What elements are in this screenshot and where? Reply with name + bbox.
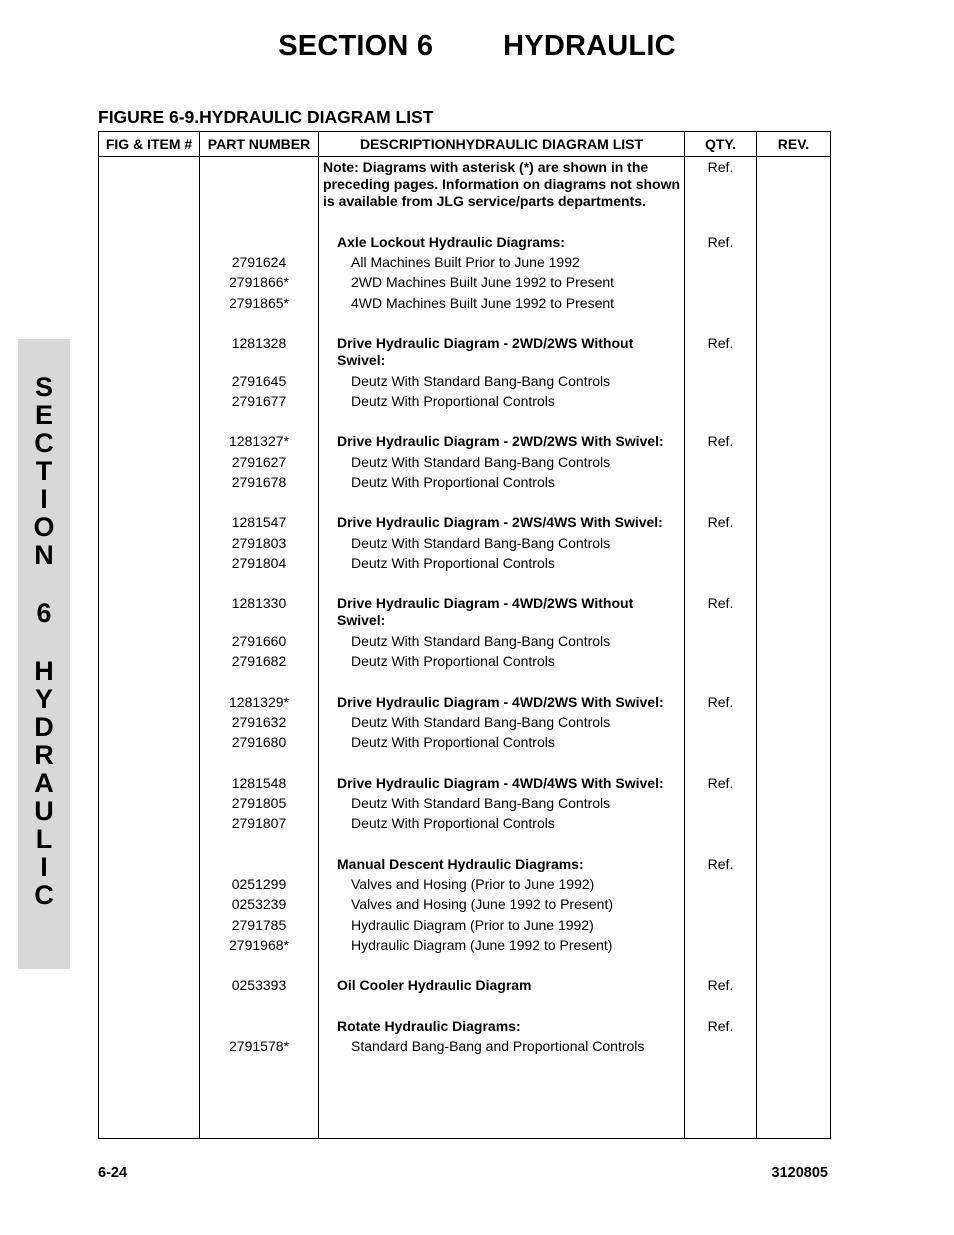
side-tab-letter: U xyxy=(34,796,54,826)
qty-cell xyxy=(685,896,756,917)
description-item: Deutz With Standard Bang-Bang Controls xyxy=(351,454,611,470)
side-tab-letter: T xyxy=(35,456,53,486)
page-number: 6-24 xyxy=(98,1165,128,1181)
part-number-cell: 2791803 xyxy=(231,535,287,551)
description-item: Hydraulic Diagram (June 1992 to Present) xyxy=(351,937,613,953)
rev-column xyxy=(757,157,831,1139)
part-number-column xyxy=(200,157,319,1139)
col-header-desc: DESCRIPTIONHYDRAULIC DIAGRAM LIST xyxy=(319,132,685,157)
qty-cell: Ref. xyxy=(707,595,734,611)
col-header-rev: REV. xyxy=(757,132,831,157)
side-tab-letter: A xyxy=(34,768,54,798)
description-item: Deutz With Proportional Controls xyxy=(351,555,555,571)
part-number-cell: 2791645 xyxy=(231,373,287,389)
section-title: HYDRAULIC xyxy=(503,30,676,62)
part-number-cell: 2791624 xyxy=(231,254,287,270)
description-item: Standard Bang-Bang and Proportional Controls xyxy=(351,1038,645,1054)
group-heading: Axle Lockout Hydraulic Diagrams: xyxy=(337,234,565,250)
group-heading: Drive Hydraulic Diagram - 2WD/2WS With Swivel: xyxy=(337,433,664,449)
description-item: Valves and Hosing (June 1992 to Present) xyxy=(351,896,614,912)
group-heading: Oil Cooler Hydraulic Diagram xyxy=(337,977,532,993)
qty-cell xyxy=(685,714,756,734)
qty-cell xyxy=(685,535,756,555)
qty-cell: Ref. xyxy=(707,514,734,530)
side-tab-letter: E xyxy=(34,400,53,430)
qty-cell xyxy=(685,254,756,274)
side-tab-letter xyxy=(18,627,70,657)
side-tab-letters xyxy=(18,373,70,909)
description-item: 4WD Machines Built June 1992 to Present xyxy=(351,295,615,311)
qty-cell xyxy=(685,876,756,896)
part-number-cell: 2791678 xyxy=(231,474,287,490)
side-tab-letter: I xyxy=(40,852,48,882)
group-heading: Drive Hydraulic Diagram - 4WD/4WS With Swivel: xyxy=(337,775,664,791)
part-number-cell: 2791682 xyxy=(231,653,287,669)
group-heading: Rotate Hydraulic Diagrams: xyxy=(337,1018,521,1034)
description-column xyxy=(319,157,685,1139)
part-number-cell: 1281328 xyxy=(231,335,287,351)
part-number-cell: 2791866* xyxy=(229,274,289,290)
side-tab-letter: S xyxy=(34,372,53,402)
section-label: SECTION 6 xyxy=(278,30,434,62)
parts-table xyxy=(98,131,831,1139)
part-number-cell xyxy=(200,234,318,254)
description-item: Deutz With Proportional Controls xyxy=(351,815,555,831)
qty-cell xyxy=(685,555,756,595)
group-heading: Manual Descent Hydraulic Diagrams: xyxy=(337,856,584,872)
side-tab-letter: D xyxy=(34,712,54,742)
qty-cell xyxy=(685,815,756,856)
page-header xyxy=(0,30,954,63)
figure-title: FIGURE 6-9.HYDRAULIC DIAGRAM LIST xyxy=(98,107,434,127)
description-item: Deutz With Proportional Controls xyxy=(351,393,555,409)
part-number-cell: 2791660 xyxy=(231,633,287,649)
qty-cell xyxy=(685,373,756,393)
qty-cell xyxy=(685,734,756,775)
group-heading: Drive Hydraulic Diagram - 4WD/2WS With Swivel: xyxy=(337,694,664,710)
qty-cell xyxy=(685,917,756,937)
qty-cell xyxy=(685,795,756,815)
qty-cell xyxy=(685,653,756,694)
side-tab-letter xyxy=(18,569,70,599)
part-number-cell xyxy=(200,856,318,876)
part-number-cell: 0251299 xyxy=(231,876,287,892)
part-number-cell: 2791968* xyxy=(229,937,289,953)
group-heading: Drive Hydraulic Diagram - 2WD/2WS Without Swivel: xyxy=(337,335,634,368)
group-heading: Drive Hydraulic Diagram - 4WD/2WS Without Swivel: xyxy=(337,595,634,628)
section-side-tab xyxy=(18,339,70,969)
fig-column xyxy=(99,157,200,1139)
part-number-cell: 0253239 xyxy=(231,896,287,912)
part-number-cell: 2791677 xyxy=(231,393,287,409)
description-item: Deutz With Standard Bang-Bang Controls xyxy=(351,714,611,730)
side-tab-letter: I xyxy=(40,484,48,514)
qty-cell xyxy=(685,937,756,977)
qty-cell xyxy=(685,633,756,653)
qty-cell: Ref. xyxy=(707,234,734,250)
description-item: 2WD Machines Built June 1992 to Present xyxy=(351,274,615,290)
side-tab-letter: C xyxy=(34,428,54,458)
part-number-cell: 1281330 xyxy=(231,595,287,611)
description-item: Deutz With Proportional Controls xyxy=(351,734,555,750)
qty-cell: Ref. xyxy=(707,159,734,175)
document-number: 3120805 xyxy=(771,1165,828,1181)
col-header-part: PART NUMBER xyxy=(200,132,319,157)
part-number-cell xyxy=(200,159,318,234)
group-heading: Drive Hydraulic Diagram - 2WS/4WS With Swivel: xyxy=(337,514,663,530)
part-number-cell: 2791804 xyxy=(231,555,287,571)
qty-cell xyxy=(685,454,756,474)
qty-cell xyxy=(685,474,756,514)
side-tab-letter: O xyxy=(33,512,55,542)
qty-cell: Ref. xyxy=(707,856,734,872)
part-number-cell: 2791807 xyxy=(231,815,287,831)
side-tab-letter: 6 xyxy=(36,598,52,628)
description-item: Deutz With Standard Bang-Bang Controls xyxy=(351,535,611,551)
qty-cell: Ref. xyxy=(707,335,734,351)
qty-cell: Ref. xyxy=(707,433,734,449)
qty-cell xyxy=(685,1038,756,1058)
description-item: All Machines Built Prior to June 1992 xyxy=(351,254,580,270)
note-text: Note: Diagrams with asterisk (*) are shown in the preceding pages. Information on diagrams not shown is available from JLG service/parts departments. xyxy=(323,159,681,209)
part-number-cell: 1281327* xyxy=(229,433,289,449)
col-header-qty: QTY. xyxy=(685,132,757,157)
part-number-cell: 2791627 xyxy=(231,454,287,470)
table-body-row xyxy=(99,157,831,1139)
description-item: Deutz With Standard Bang-Bang Controls xyxy=(351,795,611,811)
side-tab-letter: H xyxy=(34,656,54,686)
part-number-cell: 2791632 xyxy=(231,714,287,730)
part-number-cell: 2791680 xyxy=(231,734,287,750)
part-number-cell xyxy=(200,1018,318,1038)
part-number-cell: 2791865* xyxy=(229,295,289,311)
side-tab-letter: Y xyxy=(34,684,53,714)
table-header-row xyxy=(99,132,831,157)
qty-cell xyxy=(685,295,756,335)
description-item: Deutz With Proportional Controls xyxy=(351,653,555,669)
qty-column xyxy=(685,157,757,1139)
part-number-cell: 2791805 xyxy=(231,795,287,811)
qty-cell xyxy=(685,393,756,433)
description-item: Deutz With Standard Bang-Bang Controls xyxy=(351,633,611,649)
side-tab-letter: C xyxy=(34,880,54,910)
description-item: Deutz With Proportional Controls xyxy=(351,474,555,490)
qty-cell: Ref. xyxy=(707,694,734,710)
qty-cell: Ref. xyxy=(707,775,734,791)
part-number-cell: 2791578* xyxy=(229,1038,289,1054)
part-number-cell: 2791785 xyxy=(231,917,287,933)
qty-cell: Ref. xyxy=(707,1018,734,1034)
part-number-cell: 1281548 xyxy=(231,775,287,791)
description-item: Valves and Hosing (Prior to June 1992) xyxy=(351,876,595,892)
description-item: Deutz With Standard Bang-Bang Controls xyxy=(351,373,611,389)
part-number-cell: 1281547 xyxy=(231,514,287,530)
part-number-cell: 0253393 xyxy=(231,977,287,993)
side-tab-letter: L xyxy=(35,824,53,854)
col-header-fig: FIG & ITEM # xyxy=(99,132,200,157)
qty-cell: Ref. xyxy=(707,977,734,993)
side-tab-letter: N xyxy=(34,540,54,570)
qty-cell xyxy=(685,274,756,295)
description-item: Hydraulic Diagram (Prior to June 1992) xyxy=(351,917,594,933)
side-tab-letter: R xyxy=(34,740,54,770)
part-number-cell: 1281329* xyxy=(229,694,289,710)
